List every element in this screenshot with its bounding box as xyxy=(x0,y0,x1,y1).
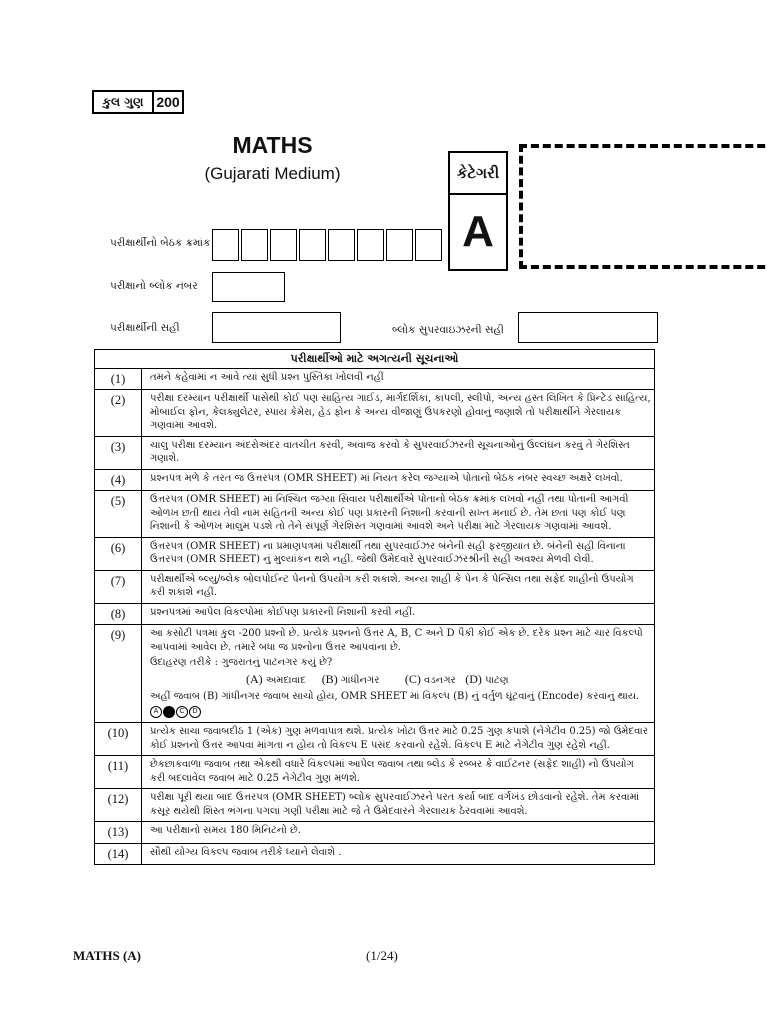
instruction-row xyxy=(95,368,655,390)
instruction-text: પરીક્ષાર્થીએ બ્લ્યુ/બ્લેક બોલપોઈન્ટ પેનનો ઉપયોગ કરી શકાશે. અન્ય શાહી કે પેન કે પેન્સિલ તથા સફેદ શાહીનો ઉપયોગ કરી શકાશે નહીં. xyxy=(142,570,655,603)
option-letter: (A) xyxy=(246,671,263,686)
bubble-b-filled xyxy=(163,706,175,718)
total-marks-box xyxy=(92,90,184,114)
instruction-row xyxy=(95,537,655,570)
instruction-row xyxy=(95,603,655,625)
category-label: કેટેગરી xyxy=(448,151,508,195)
instruction-text-with-example xyxy=(142,625,655,723)
instructions-heading: પરીક્ષાર્થીઓ માટે અગત્યની સૂચનાઓ xyxy=(95,350,655,369)
instruction-number: (10) xyxy=(95,723,142,756)
instruction-text: ચાલુ પરીક્ષા દરમ્યાન અંદરોઅંદર વાતચીત કરવી, અવાજ કરવો કે સુપરવાઈઝરની સૂચનાઓનું ઉલ્લંઘન કરવું તે ગેરશિસ્ત ગણાશે. xyxy=(142,436,655,469)
option-letter: (C) xyxy=(404,671,421,686)
seat-number-digit-box[interactable] xyxy=(241,229,268,261)
seat-number-digit-box[interactable] xyxy=(357,229,384,261)
instruction-number: (8) xyxy=(95,603,142,625)
instruction-text: પ્રશ્નપત્રમાં આપેલ વિકલ્પોમાં કોઈપણ પ્રકારની નિશાની કરવી નહીં. xyxy=(142,603,655,625)
supervisor-signature-box[interactable] xyxy=(518,312,658,343)
instruction-row xyxy=(95,789,655,822)
bubble-c: C xyxy=(176,706,188,718)
instruction-number: (2) xyxy=(95,390,142,437)
instruction-row xyxy=(95,491,655,538)
seat-number-digit-box[interactable] xyxy=(328,229,355,261)
instruction-number: (4) xyxy=(95,469,142,491)
seat-number-label: પરીક્ષાર્થીનો બેઠક ક્રમાંક xyxy=(110,237,211,249)
total-marks-label: કુલ ગુણ xyxy=(94,92,154,112)
instruction-number: (9) xyxy=(95,625,142,723)
option-text: ગાંધીનગર xyxy=(340,674,380,686)
instruction-text: ઉત્તરપત્ર (OMR SHEET) માં નિશ્ચિત જગ્યા સિવાય પરીક્ષાર્થીએ પોતાનો બેઠક ક્રમાંક લખવો નહીં તથા પોતાની આગવી ઓળખ છતી થાય તેવી નામ સહિતની અન્ય કોઈ પણ પ્રકારની નિશાની કરવાની સખ્ત મનાઈ છે. તેમ છતાં પણ કોઈ પણ નિશાની કે ઓળખ માલુમ પડશે તો તેને સંપૂર્ણ ગેરશિસ્ત ગણવામાં આવશે અને પરીક્ષા માટે ગેરલાયક ગણવામાં આવશે. xyxy=(142,491,655,538)
instruction-text: સૌથી યોગ્ય વિકલ્પ જવાબ તરીકે ધ્યાને લેવાશે . xyxy=(142,843,655,865)
instruction-row xyxy=(95,390,655,437)
total-marks-value: 200 xyxy=(156,94,180,110)
instruction-row xyxy=(95,723,655,756)
instruction-number: (1) xyxy=(95,368,142,390)
answer-bubbles xyxy=(150,706,651,720)
instruction-number: (3) xyxy=(95,436,142,469)
footer-subject: MATHS (A) xyxy=(73,948,142,963)
bubble-a: A xyxy=(150,706,162,718)
block-number-label: પરીક્ષાનો બ્લોક નંબર xyxy=(110,280,198,292)
seat-number-digit-box[interactable] xyxy=(270,229,297,261)
supervisor-signature-label: બ્લોક સુપરવાઇઝરની સહી xyxy=(392,324,504,336)
page-number: (1/24) xyxy=(366,948,398,963)
candidate-signature-box[interactable] xyxy=(212,312,341,343)
paper-title: MATHS xyxy=(232,132,313,158)
block-number-box[interactable] xyxy=(212,272,285,302)
paper-subtitle: (Gujarati Medium) xyxy=(204,164,341,183)
instruction-row xyxy=(95,822,655,844)
instruction-row xyxy=(95,756,655,789)
instruction-number: (5) xyxy=(95,491,142,538)
instruction-text: આ પરીક્ષાનો સમય 180 મિનિટનો છે. xyxy=(142,822,655,844)
instruction-text: પરીક્ષા પૂરી થયા બાદ ઉત્તરપત્ર (OMR SHEET) બ્લોક સુપરવાઈઝરને પરત કર્યા બાદ વર્ગખંડ છોડવાનો રહેશે. તેમ કરવામાં કસૂર થયેથી શિસ્ત ભંગના પગલાં ગણી પરીક્ષા માટે જે તે ઉમેદવારને ગેરલાયક ઠેરવવામાં આવશે. xyxy=(142,789,655,822)
instruction-number: (6) xyxy=(95,537,142,570)
instruction-row xyxy=(95,625,655,723)
instruction-number: (12) xyxy=(95,789,142,822)
instruction-text: પ્રત્યેક સાચા જવાબદીઠ 1 (એક) ગુણ મળવાપાત્ર થશે. પ્રત્યેક ખોટા ઉત્તર માટે 0.25 ગુણ કપાશે (નેગેટીવ 0.25) જો ઉમેદવાર કોઈ પ્રશ્નનો ઉત્તર આપવા માંગતા ન હોય તો વિકલ્પ E પસંદ કરવાનો રહેશે. વિકલ્પ E માટે નેગેટીવ ગુણ રહેશે નહીં. xyxy=(142,723,655,756)
barcode-placeholder-box xyxy=(519,144,768,269)
instructions-table xyxy=(94,349,655,865)
seat-number-boxes xyxy=(212,229,444,261)
answer-note: અહીં જવાબ (B) ગાંધીનગર જવાબ સાચો હોય, OMR SHEET માં વિકલ્પ (B) નું વર્તુળ ઘૂંટવાનું (Encode) કરવાનું થાય. xyxy=(150,691,640,702)
option-letter: (D) xyxy=(465,671,482,686)
instruction-text: પરીક્ષા દરમ્યાન પરીક્ષાર્થી પાસેથી કોઈ પણ સાહિત્ય ગાઈડ, માર્ગદર્શિકા, કાપલી, સ્લીપો, અન્ય હસ્ત લિખિત કે પ્રિન્ટેડ સાહિત્ય, મોબાઈલ ફોન, કેલક્યુલેટર, સ્પાય કેમેરા, હેડ ફોન કે અન્ય વીજાણું ઉપકરણો હોવાનું જણાશે તો પરીક્ષાર્થીને ગેરલાયક ગણવામાં આવશે. xyxy=(142,390,655,437)
instruction-text: ઉત્તરપત્ર (OMR SHEET) ના પ્રમાણપત્રમાં પરીક્ષાર્થી તથા સુપરવાઈઝર બંનેની સહી ફરજીયાત છે. બંનેની સહી વિનાના ઉત્તરપત્ર (OMR SHEET) નું મુલ્યાંકન થશે નહીં. જેથી ઉમેદવારે સુપરવાઈઝરશ્રીની સહી અવશ્ય મેળવી લેવી. xyxy=(142,537,655,570)
instruction-text: આ કસોટી પત્રમાં કુલ -200 પ્રશ્નો છે. પ્રત્યેક પ્રશ્નનો ઉત્તર A, B, C અને D પૈકી કોઈ એક છે. દરેક પ્રશ્ન માટે ચાર વિકલ્પો આપવામાં આવેલ છે. તમારે બધા જ પ્રશ્નોના ઉત્તર આપવાના છે. xyxy=(150,628,643,653)
seat-number-digit-box[interactable] xyxy=(386,229,413,261)
instruction-number: (11) xyxy=(95,756,142,789)
instruction-text: પ્રશ્નપત્ર મળે કે તરત જ ઉત્તરપત્ર (OMR SHEET) માં નિયત કરેલ જગ્યાએ પોતાનો બેઠક નંબર સ્વચ્છ અક્ષરે લખવો. xyxy=(142,469,655,491)
instruction-row xyxy=(95,436,655,469)
example-options xyxy=(150,673,651,688)
instruction-row xyxy=(95,843,655,865)
seat-number-digit-box[interactable] xyxy=(415,229,442,261)
instruction-row xyxy=(95,469,655,491)
seat-number-digit-box[interactable] xyxy=(212,229,239,261)
bubble-d: D xyxy=(189,706,201,718)
instruction-number: (7) xyxy=(95,570,142,603)
candidate-signature-label: પરીક્ષાર્થીની સહી xyxy=(110,322,180,334)
category-value: A xyxy=(448,195,508,271)
option-text: વડનગર xyxy=(424,674,456,686)
instruction-number: (14) xyxy=(95,843,142,865)
instruction-text: છેકછાકવાળા જવાબ તથા એકથી વધારે વિકલ્પમાં આપેલ જવાબ તથા બ્લેડ કે રબ્બર કે વાઈટનર (સફેદ શાહી) નો ઉપયોગ કરી બદલાવેલ જવાબ માટે 0.25 નેગેટીવ ગુણ મળશે. xyxy=(142,756,655,789)
instruction-number: (13) xyxy=(95,822,142,844)
option-letter: (B) xyxy=(321,671,338,686)
example-question: ઉદાહરણ તરીકે : ગુજરાતનું પાટનગર કયું છે? xyxy=(150,657,333,668)
instruction-row xyxy=(95,570,655,603)
option-text: અમદાવાદ xyxy=(265,674,306,686)
seat-number-digit-box[interactable] xyxy=(299,229,326,261)
option-text: પાટણ xyxy=(485,674,509,686)
instruction-text: તમને કહેવામાં ન આવે ત્યાં સુધી પ્રશ્ન પુસ્તિકા ખોલવી નહીં xyxy=(142,368,655,390)
